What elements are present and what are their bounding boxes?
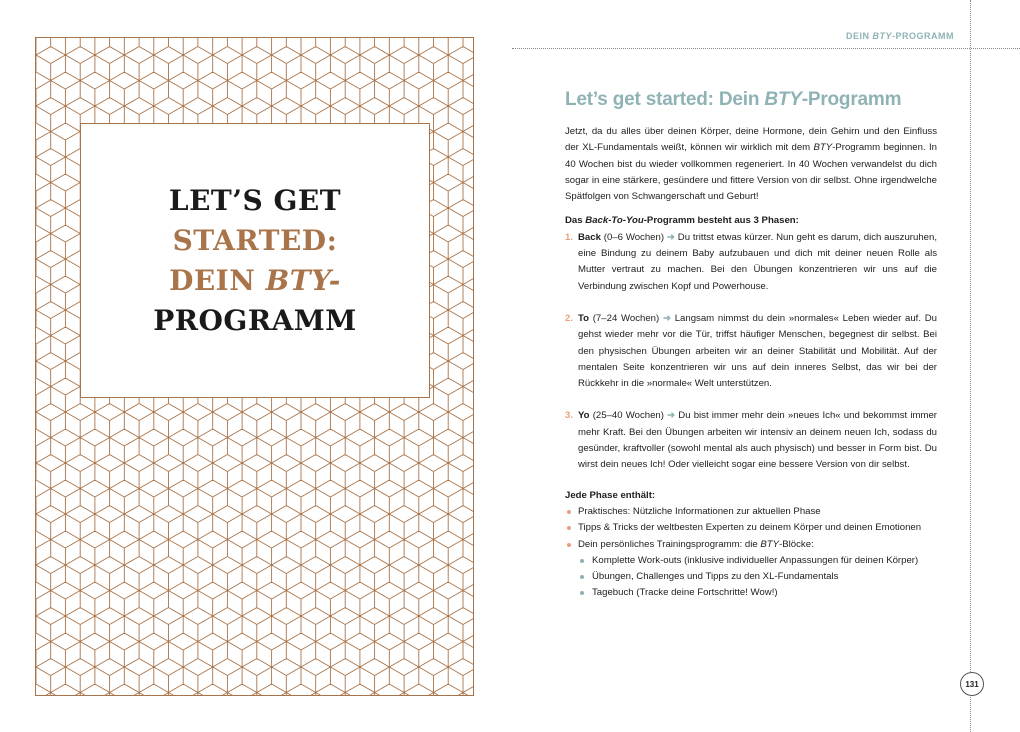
phase-number: 1. [565, 231, 574, 243]
phase-weeks: (25–40 Wochen) [589, 410, 668, 422]
intro-part-1: Jetzt, da du alles über deinen Körper, deine Hormone, dein Gehirn und den Einfluss der XL-Fundamentals weißt, können wir wirklich mit dem [565, 126, 937, 154]
list-item [565, 504, 937, 520]
heading-italic: BTY [764, 89, 802, 110]
each-phase-heading: Jede Phase enthält: [565, 489, 656, 501]
sub-list-item-text: Tagebuch (Tracke deine Fortschritte! Wow!) [592, 587, 778, 599]
phases-heading-italic: Back-To-You [585, 215, 644, 227]
phase-text: Du trittst etwas kürzer. Nun geht es darum, dich auszuruhen, eine Bindung zu deinem Baby aufzubauen und dich mit deiner neuen Rolle als Mutter vertraut zu machen. Bei den Übungen konzentrieren wir uns auf die Verbindung zwischen Kopf und Powerhouse. [578, 231, 937, 292]
phase-name: Back [578, 231, 601, 243]
list-item-italic: BTY [760, 538, 780, 550]
phases-heading-suffix: -Programm besteht aus 3 Phasen: [643, 215, 799, 227]
heading-prefix: Let’s get started: Dein [565, 89, 765, 110]
sub-list-item-text: Komplette Work-outs (inklusive individueller Anpassungen für deinen Körper) [592, 554, 919, 566]
bullet-dot-icon [567, 526, 571, 530]
page-number-badge: 131 [960, 672, 984, 696]
phase-weeks: (0–6 Wochen) [600, 231, 667, 243]
arrow-icon: ➜ [662, 312, 671, 324]
sub-bullet-dot-icon [580, 559, 584, 563]
sub-bullet-dot-icon [580, 575, 584, 579]
header-dotted-rule [512, 48, 1020, 49]
sub-list-item [565, 585, 937, 601]
title-line-4: PROGRAMM [153, 303, 357, 337]
arrow-icon: ➜ [667, 410, 676, 422]
sub-list-item [565, 569, 937, 585]
heading-suffix: -Programm [801, 89, 902, 110]
list-item [565, 520, 937, 536]
sub-bullet-dot-icon [580, 591, 584, 595]
phase-item [565, 311, 937, 392]
phases-heading [565, 213, 937, 229]
phase-item [565, 230, 937, 295]
sub-list-item [565, 553, 937, 569]
phase-item [565, 408, 937, 473]
phase-text: Langsam nimmst du dein »normales« Leben wieder auf. Du gehst wieder mehr vor die Tür, triffst häufiger Menschen, begegnest dir selbst. Bei den physischen Übungen arbeiten wir an deiner Stabilität und Mobilität. Auf der mentalen Seite konzentrieren wir uns auf dein inneres Selbst, das wir bei der Rückkehr in die »normale« Welt unterstützen. [578, 312, 937, 390]
running-head-prefix: DEIN [846, 31, 873, 41]
bullet-dot-icon [567, 543, 571, 547]
sub-list-item-text: Übungen, Challenges und Tipps zu den XL-Fundamentals [592, 571, 839, 583]
right-page-content [565, 88, 937, 602]
intro-paragraph [565, 124, 937, 205]
title-dein: DEIN [169, 263, 266, 297]
title-line-2: STARTED: [172, 223, 338, 257]
running-head-suffix: -PROGRAMM [892, 31, 955, 41]
list-item-text: Tipps & Tricks der weltbesten Experten zu deinem Körper und deinen Emotionen [578, 522, 922, 534]
phase-number: 3. [565, 410, 574, 422]
title-line-3 [169, 261, 341, 301]
running-head [846, 31, 954, 41]
title-line-1: LET’S GET [168, 183, 342, 217]
margin-dotted-rule [970, 0, 971, 732]
title-box [80, 123, 430, 398]
phase-text: Du bist immer mehr dein »neues Ich« und bekommst immer mehr Kraft. Bei den Übungen arbeiten wir intensiv an deinem neuen Ich, sodass du gesünder, kraftvoller (sowohl mental als auch physisch) und besser in Form bist. Du wirst dein neues Ich! Oder vielleicht sogar eine bessere Version von dir selbst. [578, 410, 937, 471]
running-head-italic: BTY [872, 31, 893, 41]
phases-heading-prefix: Das [565, 215, 586, 227]
phase-contents-list [565, 504, 937, 602]
list-item [565, 537, 937, 553]
arrow-icon: ➜ [666, 231, 675, 243]
list-item-text: Praktisches: Nützliche Informationen zur aktuellen Phase [578, 505, 821, 517]
phase-name: Yo [578, 410, 590, 422]
title-bty: BTY- [265, 263, 341, 297]
intro-part-2: -Programm beginnen. In 40 Wochen bist du wieder vollkommen regeneriert. In 40 Wochen verwandelst du dich sogar in eine stärkere, gesündere und fittere Version von dir selbst. Ohne irgendwelche Spätfolgen von Schwangerschaft und Geburt! [565, 142, 937, 203]
list-item-suffix: -Blöcke: [779, 538, 814, 550]
phase-name: To [578, 312, 590, 324]
phase-number: 2. [565, 312, 574, 324]
phase-weeks: (7–24 Wochen) [589, 312, 663, 324]
bullet-dot-icon [567, 510, 571, 514]
page-heading [565, 88, 937, 112]
intro-italic: BTY [813, 142, 833, 154]
list-item-text: Dein persönliches Trainingsprogramm: die [578, 538, 761, 550]
